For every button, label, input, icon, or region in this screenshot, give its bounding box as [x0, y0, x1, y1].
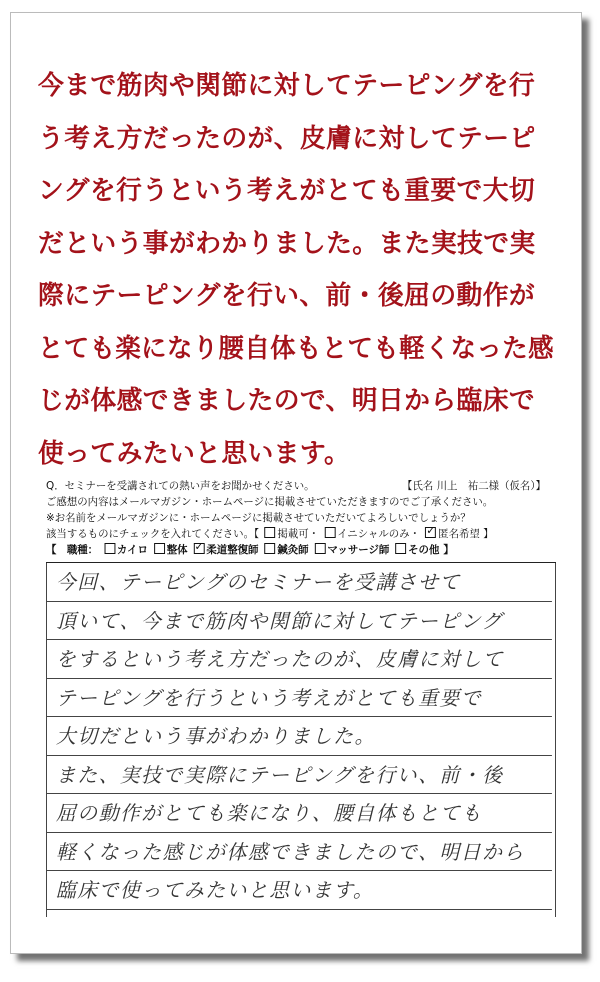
handwritten-line: をするという考え方だったのが、皮膚に対して [46, 640, 552, 679]
handwritten-line: 臨床で使ってみたいと思います。 [46, 871, 552, 910]
respondent-name: 【氏名 川上 祐二様（仮名）】 [402, 480, 546, 492]
category-checkbox[interactable] [395, 543, 406, 554]
category-row [46, 542, 552, 558]
headline-line: う考え方だったのが、皮膚に対してテーピ [38, 123, 536, 154]
testimonial-headline [38, 60, 558, 480]
headline-line: じが体感できましたので、明日から臨床で [38, 386, 536, 416]
survey-form-header [46, 478, 556, 558]
consent-checkbox-publish[interactable] [265, 527, 276, 538]
category-checkbox[interactable] [104, 543, 115, 554]
category-label: 整体 [166, 544, 188, 556]
headline-line: だという事がわかりました。また実技で実 [38, 228, 536, 259]
category-checkbox[interactable] [193, 543, 204, 554]
category-prefix: 【 職種： [46, 544, 99, 556]
category-label: 鍼灸師 [277, 544, 309, 556]
headline-line: とても楽になり腰自体もとても軽くなった感 [38, 333, 554, 364]
question-row [46, 478, 552, 494]
handwritten-line: 今回、テーピングのセミナーを受講させて [46, 563, 552, 602]
handwritten-response [46, 562, 556, 910]
consent-label-publish: 掲載可・ [277, 528, 320, 540]
handwritten-line: 大切だという事がわかりました。 [46, 717, 552, 756]
consent-close: 】 [483, 528, 494, 540]
category-checkbox[interactable] [315, 543, 326, 554]
notice-text: ご感想の内容はメールマガジン・ホームページに掲載させていただきますのでご了承ください。 [46, 496, 494, 508]
handwritten-line: 頂いて、今まで筋肉や関節に対してテーピング [46, 602, 552, 641]
consent-label-initials: イニシャルのみ・ [337, 528, 420, 540]
consent-row [46, 526, 552, 542]
handwritten-line: また、実技で実際にテーピングを行い、前・後 [46, 756, 552, 795]
consent-checkbox-initials[interactable] [324, 527, 335, 538]
category-label: マッサージ師 [327, 544, 390, 556]
handwritten-line: テーピングを行うという考えがとても重要で [46, 679, 552, 718]
headline-line: ングを行うという考えがとても重要で大切 [38, 176, 536, 206]
category-checkbox[interactable] [264, 543, 275, 554]
check-prompt: 該当するものにチェックを入れてください。【 [46, 528, 260, 540]
headline-line: 際にテーピングを行い、前・後屈の動作が [38, 281, 536, 311]
category-checkbox[interactable] [154, 543, 165, 554]
handwritten-line: 屈の動作がとても楽になり、腰自体もとても [46, 794, 552, 833]
headline-line: 今まで筋肉や関節に対してテーピングを行 [38, 71, 536, 101]
category-label: その他 [408, 544, 440, 556]
consent-question: ※お名前をメールマガジンに・ホームページに掲載させていただいてよろしいでしょうか？ [46, 512, 471, 524]
category-label: カイロ [116, 544, 148, 556]
handwritten-line: 軽くなった感じが体感できましたので、明日から [46, 833, 552, 872]
category-close: 】 [443, 544, 454, 556]
category-label: 柔道整復師 [206, 544, 259, 556]
question-text: Q．セミナーを受講されての熱い声をお聞かせください。 [46, 480, 315, 492]
consent-checkbox-anonymous[interactable] [425, 527, 436, 538]
headline-line: 使ってみたいと思います。 [38, 438, 351, 469]
consent-label-anonymous: 匿名希望 [438, 528, 480, 540]
